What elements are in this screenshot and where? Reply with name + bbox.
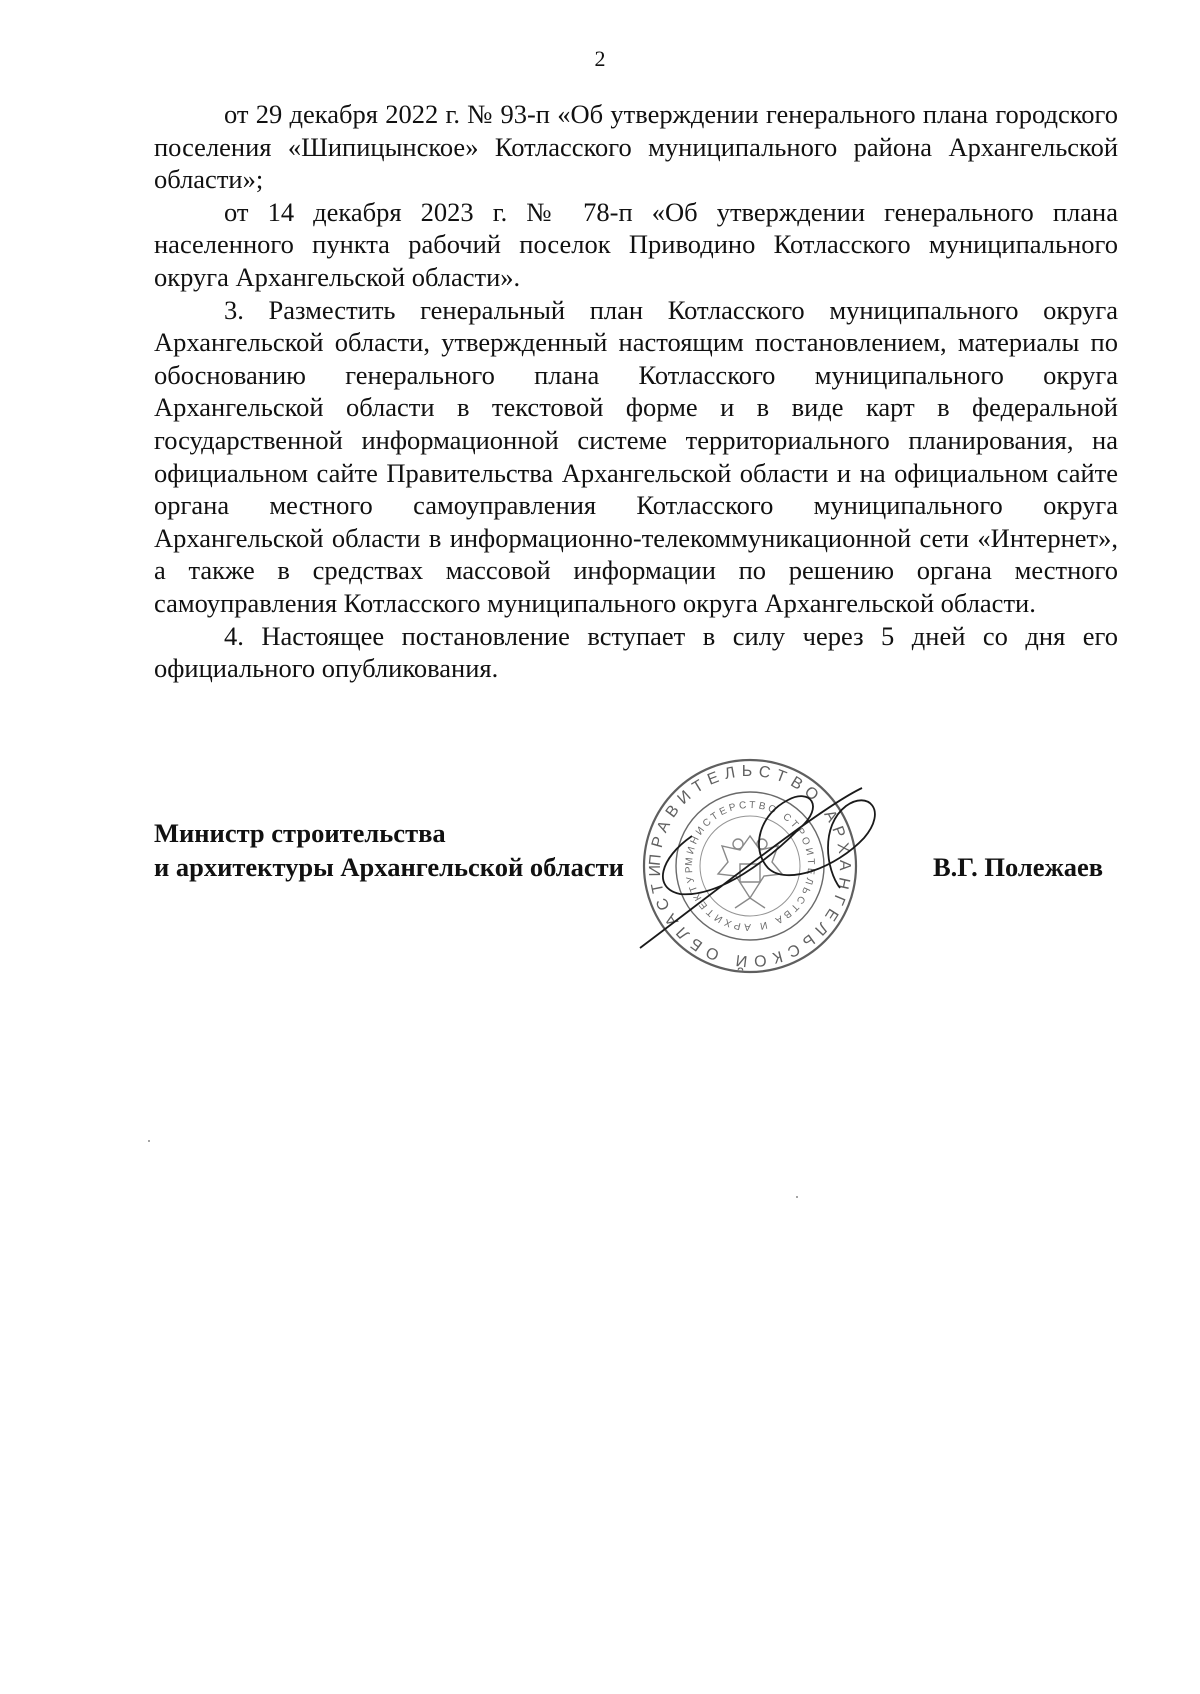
signer-title bbox=[154, 816, 624, 884]
double-headed-eagle-emblem bbox=[718, 836, 782, 908]
paragraph-item-4: 4. Настоящее постановление вступает в силу через 5 дней со дня его официального опубликования. bbox=[154, 620, 1118, 684]
seal-graphic bbox=[600, 718, 960, 1008]
paragraph-decree-78: от 14 декабря 2023 г. № 78-п «Об утверждении генерального плана населенного пункта рабочий поселок Приводино Котласского муниципального округа Архангельской области». bbox=[154, 196, 1118, 292]
handwritten-signature bbox=[640, 788, 875, 948]
signer-name: В.Г. Полежаев bbox=[933, 852, 1104, 882]
paragraph-decree-93: от 29 декабря 2022 г. № 93-п «Об утверждении генерального плана городского поселения «Шипицынское» Котласского муниципального района Архангельской области»; bbox=[154, 99, 1118, 195]
official-seal bbox=[600, 718, 960, 1008]
page-number: 2 bbox=[594, 46, 606, 71]
seal-inner-text: МИНИСТЕРСТВО СТРОИТЕЛЬСТВА И АРХИТЕКТУР bbox=[683, 799, 817, 933]
document-body bbox=[154, 98, 1118, 685]
scan-artifact bbox=[148, 1140, 150, 1142]
signer-title-line2: и архитектуры Архангельской области bbox=[154, 852, 624, 882]
seal-outer-text: ПРАВИТЕЛЬСТВО АРХАНГЕЛЬСКОЙ ОБЛАСТИ bbox=[646, 762, 854, 970]
signer-title-line1: Министр строительства bbox=[154, 818, 446, 848]
paragraph-item-3: 3. Разместить генеральный план Котласского муниципального округа Архангельской области, утвержденный настоящим постановлением, материалы по обоснованию генерального плана Котласского муниципального округа Архангельской области в текстовой форме и в виде карт в федеральной государственной информационной системе территориального планирования, на официальном сайте Правительства Архангельской области и на официальном сайте органа местного самоуправления Котласского муниципального округа Архангельской области в информационно-телекоммуникационной сети «Интернет», а также в средствах массовой информации по решению органа местного самоуправления Котласского муниципального округа Архангельской области. bbox=[154, 294, 1118, 618]
scan-artifact bbox=[796, 1196, 798, 1198]
